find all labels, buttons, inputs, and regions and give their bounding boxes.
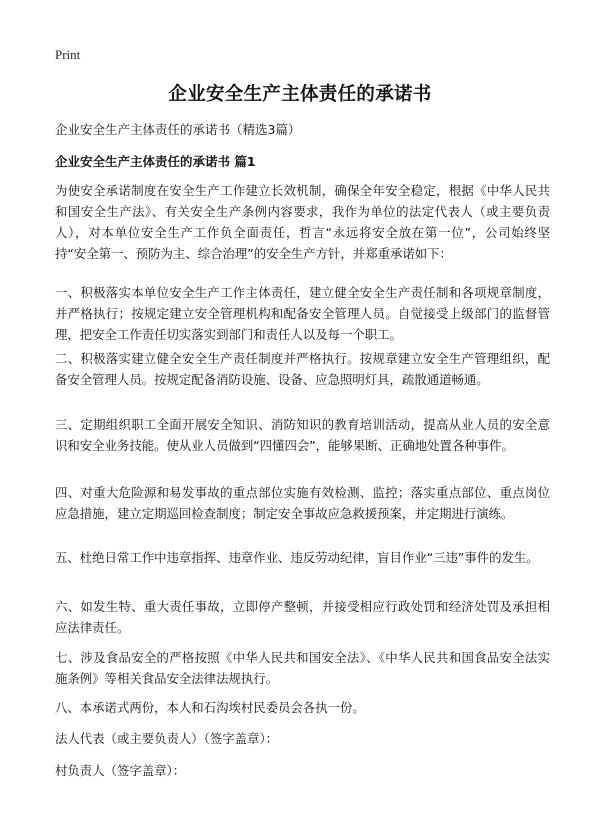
commitment-item-7: 七、涉及食品安全的严格按照《中华人民共和国安全法》、《中华人民共和国食品安全法实施条例》等相关食品安全法律法规执行。 bbox=[55, 650, 550, 686]
commitment-item-3: 三、定期组织职工全面开展安全知识、消防知识的教育培训活动，提高从业人员的安全意识和安全业务技能。使从业人员做到“四懂四会”，能够果断、正确地处置各种事件。 bbox=[55, 417, 550, 453]
commitment-item-2: 二、积极落实建立健全安全生产责任制度并严格执行。按规章建立安全生产管理组织，配备安全管理人员。按规定配备消防设施、设备、应急照明灯具，疏散通道畅通。 bbox=[55, 351, 550, 387]
commitment-item-8: 八、本承诺式两份，本人和石沟埃村民委员会各执一份。 bbox=[55, 700, 365, 715]
print-link[interactable]: Print bbox=[55, 47, 81, 62]
document-title: 企业安全生产主体责任的承诺书 bbox=[168, 84, 432, 105]
intro-paragraph: 为使安全承诺制度在安全生产工作建立长效机制，确保全年安全稳定，根据《中华人民共和国安全生产法》、有关安全生产条例内容要求，我作为单位的法定代表人（或主要负责人），对本单位安全生产工作负全面责任，哲言“永远将安全放在第一位”，公司始终坚持“安全第一、预防为主、综合治理”的安全生产方针，并郑重承诺如下： bbox=[55, 183, 550, 261]
legal-representative-signature-line: 法人代表（或主要负责人）（签字盖章）： bbox=[55, 731, 279, 746]
village-head-signature-line: 村负责人（签字盖章）： bbox=[55, 763, 186, 778]
commitment-item-6: 六、如发生特、重大责任事故，立即停产整顿，并接受相应行政处罚和经济处罚及承担相应法律责任。 bbox=[55, 599, 550, 635]
commitment-item-4: 四、对重大危险源和易发事故的重点部位实施有效检测、监控；落实重点部位、重点岗位应急措施，建立定期巡回检查制度；制定安全事故应急救援预案，并定期进行演练。 bbox=[55, 485, 550, 521]
document-subtitle: 企业安全生产主体责任的承诺书（精选3篇） bbox=[55, 122, 301, 137]
commitment-item-5: 五、杜绝日常工作中违章指挥、违章作业、违反劳动纪律，盲目作业“三违”事件的发生。 bbox=[55, 550, 539, 565]
section-heading: 企业安全生产主体责任的承诺书 篇1 bbox=[55, 154, 256, 169]
commitment-item-1: 一、积极落实本单位安全生产工作主体责任，建立健全安全生产责任制和各项规章制度，并严格执行；按规定建立安全管理机构和配备安全管理人员。自觉接受上级部门的监督管理，把安全工作责任切实落实到部门和责任人以及每一个职工。 bbox=[55, 285, 550, 342]
